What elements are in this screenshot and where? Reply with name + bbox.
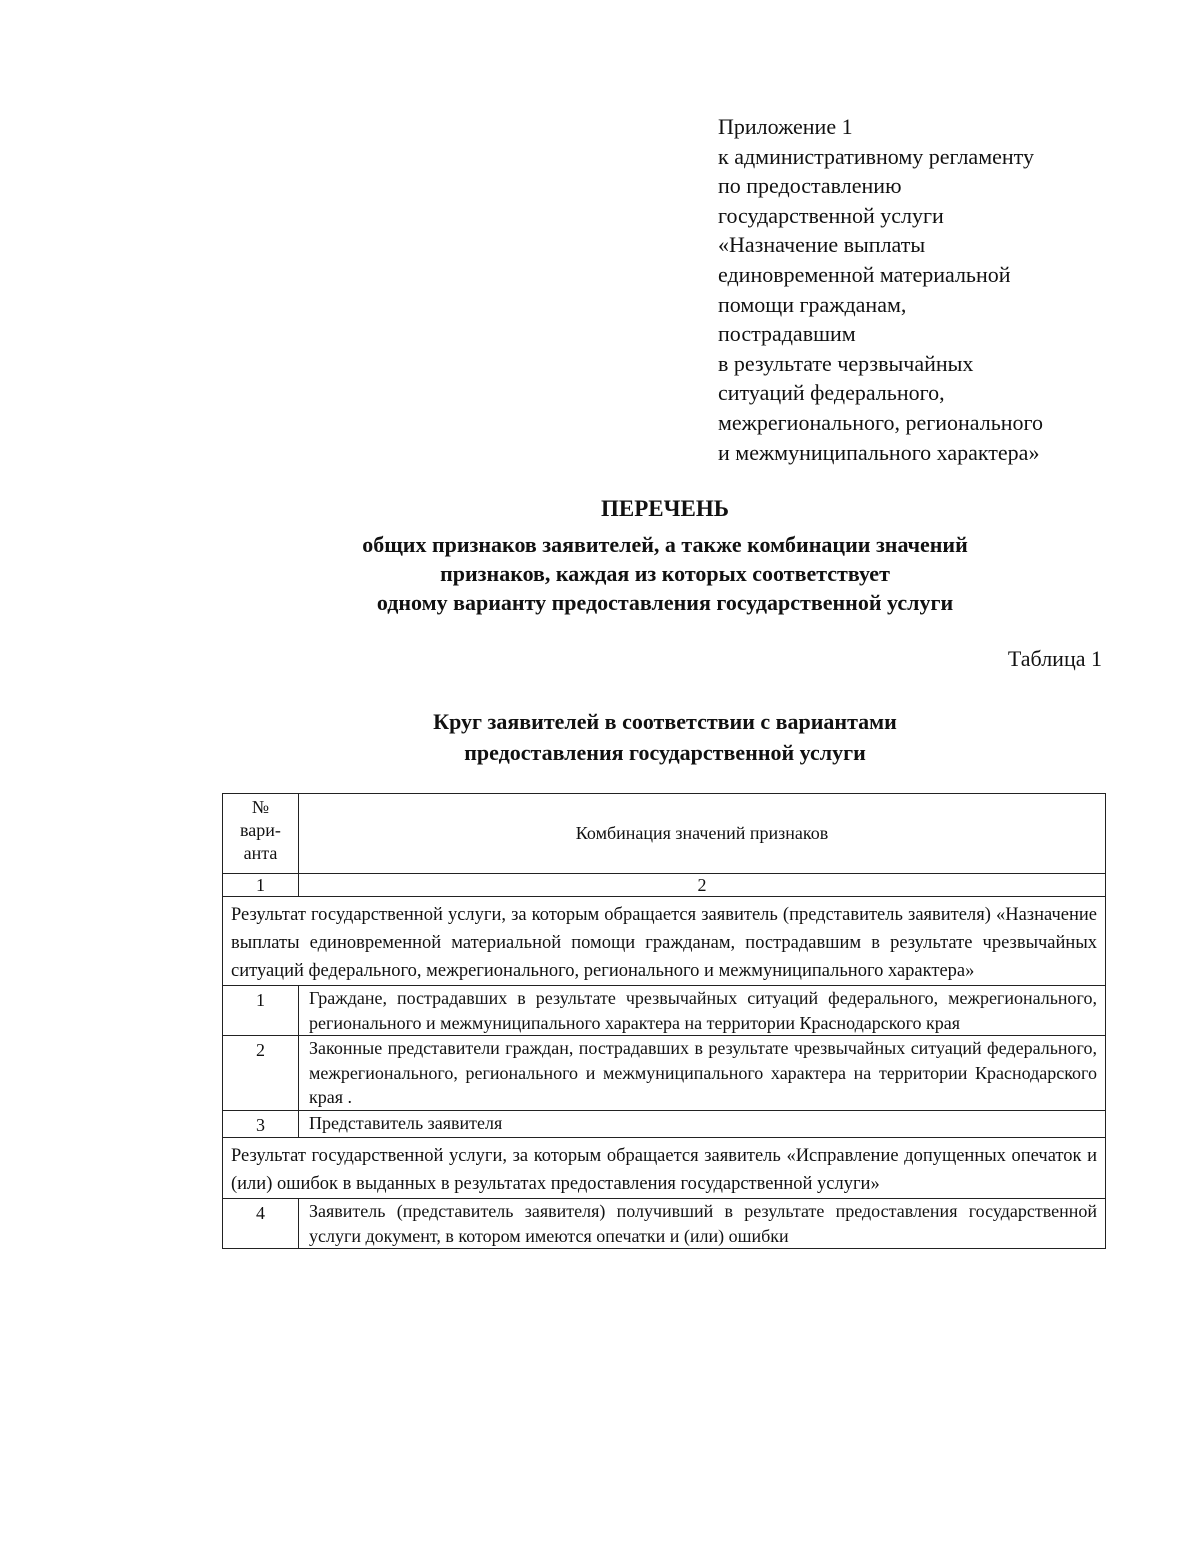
- variant-text: Заявитель (представитель заявителя) получивший в результате предоставления государственной услуги документ, в котором имеются опечатки и (или) ошибки: [299, 1199, 1106, 1249]
- header-line: анта: [243, 843, 278, 863]
- appendix-line: по предоставлению: [718, 173, 902, 199]
- table-header-row: [223, 794, 1106, 874]
- header-line: №: [251, 797, 270, 817]
- appendix-line: и межмуниципального характера»: [718, 439, 1040, 465]
- table-caption: [200, 706, 1130, 768]
- section-row: [223, 897, 1106, 986]
- variant-text: Граждане, пострадавших в результате чрезвычайных ситуаций федерального, межрегионального, регионального и межмуниципального характера на территории Краснодарского края: [299, 986, 1106, 1036]
- column-number: 2: [299, 874, 1106, 897]
- variant-number: 2: [223, 1036, 299, 1111]
- table-label: Таблица 1: [1007, 646, 1102, 671]
- section-title: Результат государственной услуги, за которым обращается заявитель (представитель заявителя) «Назначение выплаты единовременной материальной помощи гражданам, пострадавшим в результате чрезвычайных ситуаций федерального, межрегионального, регионального и межмуниципального характера»: [223, 897, 1106, 986]
- header-line: вари-: [240, 820, 281, 840]
- appendix-line: государственной услуги: [718, 202, 944, 228]
- section-title: Результат государственной услуги, за которым обращается заявитель «Исправление допущенных опечаток и (или) ошибок в выданных в результатах предоставления государственной услуги»: [223, 1138, 1106, 1199]
- appendix-line: «Назначение выплаты: [718, 232, 926, 258]
- header-variant-number: [223, 794, 299, 874]
- applicants-table: [222, 793, 1106, 1249]
- appendix-line: к административному регламенту: [718, 143, 1034, 169]
- section-row: [223, 1138, 1106, 1199]
- column-number-row: [223, 874, 1106, 897]
- header-combination: Комбинация значений признаков: [299, 794, 1106, 874]
- caption-line: предоставления государственной услуги: [464, 740, 866, 765]
- document-subtitle: [200, 530, 1130, 617]
- appendix-line: помощи гражданам,: [718, 291, 907, 317]
- caption-line: Круг заявителей в соответствии с вариантами: [433, 709, 897, 734]
- table-row: [223, 986, 1106, 1036]
- document-title: ПЕРЕЧЕНЬ: [601, 496, 729, 521]
- variant-text: Представитель заявителя: [299, 1110, 1106, 1138]
- subtitle-line: одному варианту предоставления государственной услуги: [376, 590, 954, 615]
- variant-text: Законные представители граждан, пострадавших в результате чрезвычайных ситуаций федерального, межрегионального, регионального и межмуниципального характера на территории Краснодарского края .: [299, 1036, 1106, 1111]
- variant-number: 3: [223, 1110, 299, 1138]
- table-row: [223, 1199, 1106, 1249]
- table-row: [223, 1036, 1106, 1111]
- appendix-line: Приложение 1: [718, 114, 853, 139]
- appendix-line: ситуаций федерального,: [718, 380, 945, 406]
- variant-number: 4: [223, 1199, 299, 1249]
- appendix-line: пострадавшим: [718, 321, 856, 347]
- variant-number: 1: [223, 986, 299, 1036]
- appendix-line: единовременной материальной: [718, 261, 1011, 287]
- table-row: [223, 1110, 1106, 1138]
- subtitle-line: признаков, каждая из которых соответствует: [440, 561, 890, 586]
- subtitle-line: общих признаков заявителей, а также комбинации значений: [362, 532, 968, 557]
- column-number: 1: [223, 874, 299, 897]
- appendix-line: в результате черзвычайных: [718, 350, 974, 376]
- appendix-line: межрегионального, регионального: [718, 409, 1043, 435]
- appendix-block: [718, 112, 1138, 467]
